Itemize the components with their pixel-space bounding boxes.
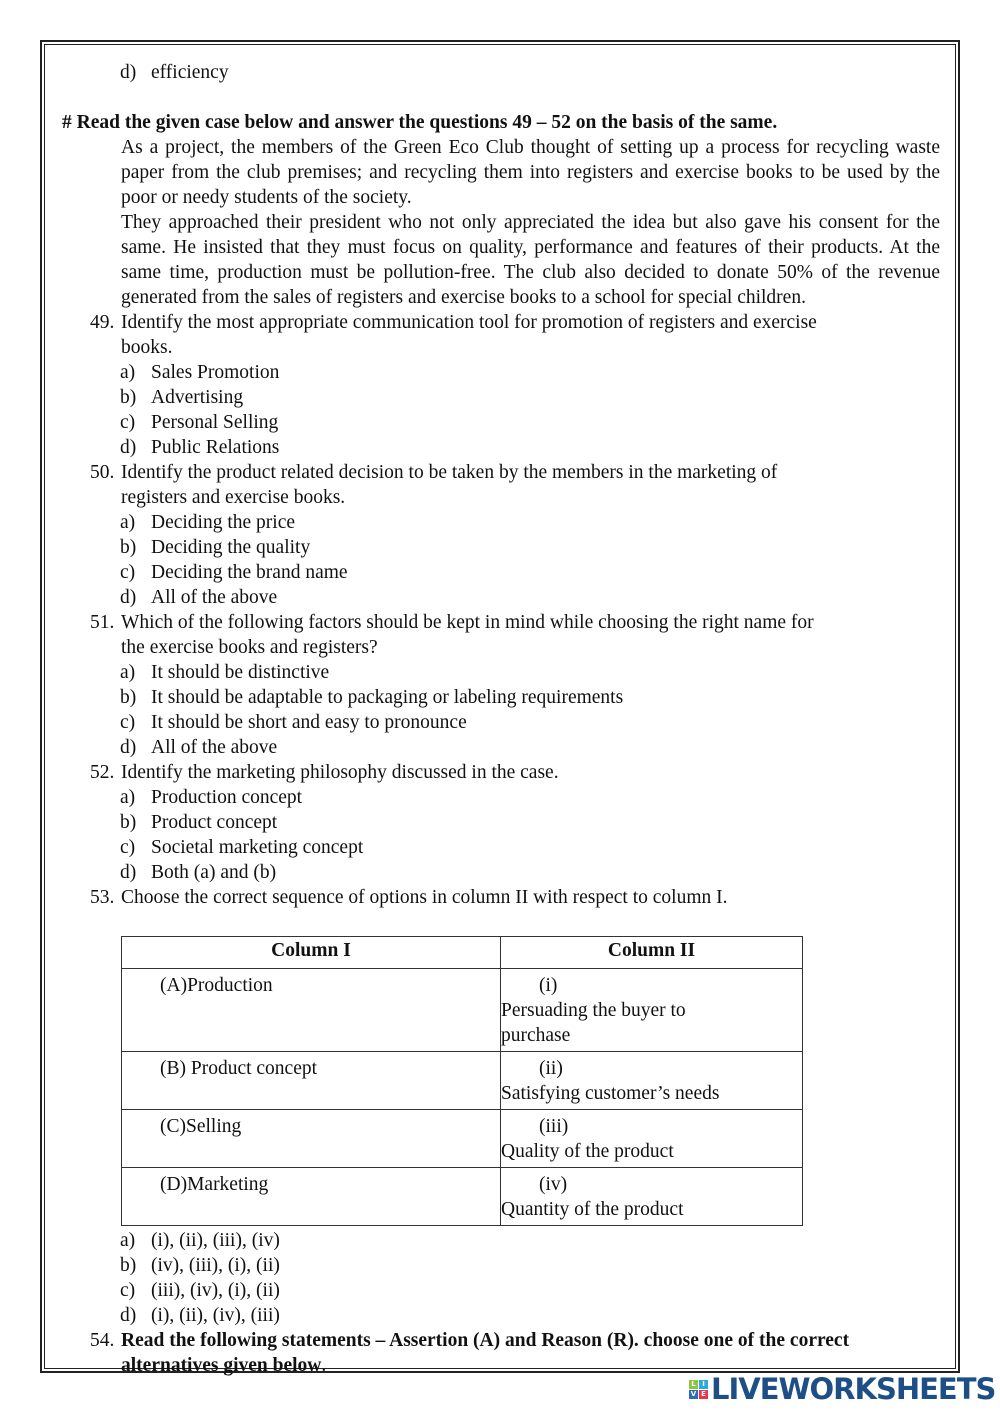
option-letter: b) — [120, 387, 137, 408]
option-text: It should be adaptable to packaging or labeling requirements — [151, 687, 624, 708]
column-header: Column I — [122, 937, 501, 969]
table-row — [122, 1168, 803, 1226]
question-text: Identify the most appropriate communication tool for promotion of registers and exercise — [121, 312, 817, 333]
option-text: All of the above — [151, 587, 278, 608]
logo-tile: L — [689, 1380, 698, 1389]
option-letter: c) — [120, 1280, 136, 1301]
answer-option[interactable] — [0, 685, 1000, 710]
column-2-cell — [501, 1168, 803, 1226]
question-line — [0, 760, 1000, 785]
question-text: Identify the product related decision to be taken by the members in the marketing of — [121, 462, 778, 483]
answer-option[interactable] — [0, 810, 1000, 835]
option-text: Advertising — [151, 387, 244, 408]
question-text-tail: . — [321, 1355, 327, 1376]
question-number: 49. — [90, 312, 115, 333]
option-letter: a) — [120, 512, 136, 533]
case-paragraph: They approached their president who not only appreciated the idea but also gave his consent for the same. He insisted that they must focus on quality, performance and features of their products. At the same time, production must be pollution-free. The club also decided to donate 50% of the revenue generated from the sales of registers and exercise books to a school for special children. — [121, 212, 940, 308]
option-text: Both (a) and (b) — [151, 862, 277, 883]
option-text: (i), (ii), (iii), (iv) — [151, 1230, 280, 1251]
option-text: All of the above — [151, 737, 278, 758]
column-2-text: Persuading the buyer to purchase — [501, 1000, 686, 1046]
question-text: the exercise books and registers? — [121, 637, 378, 658]
case-and-questions — [0, 60, 1000, 910]
q53-options-and-q54 — [0, 1228, 1000, 1378]
answer-option[interactable] — [0, 785, 1000, 810]
option-text: Production concept — [151, 787, 303, 808]
option-letter: b) — [120, 1255, 137, 1276]
logo-tile: E — [699, 1390, 708, 1399]
question-number: 52. — [90, 762, 115, 783]
option-text: Product concept — [151, 812, 278, 833]
question-text: Identify the marketing philosophy discussed in the case. — [121, 762, 559, 783]
option-text: Societal marketing concept — [151, 837, 364, 858]
option-text: efficiency — [151, 62, 229, 83]
answer-option[interactable] — [0, 1278, 1000, 1303]
option-letter: a) — [120, 662, 136, 683]
option-text: Personal Selling — [151, 412, 279, 433]
column-2-cell — [501, 1052, 803, 1110]
question-text: Which of the following factors should be kept in mind while choosing the right name for — [121, 612, 814, 633]
option-text: It should be distinctive — [151, 662, 330, 683]
option-letter: d) — [120, 587, 137, 608]
answer-option[interactable] — [0, 1253, 1000, 1278]
option-letter: b) — [120, 687, 137, 708]
answer-option[interactable] — [0, 535, 1000, 560]
logo-tile: I — [699, 1380, 708, 1389]
logo-text: LIVEWORKSHEETS — [711, 1372, 996, 1406]
liveworksheets-logo — [689, 1374, 995, 1404]
option-letter: c) — [120, 562, 136, 583]
table-row — [122, 1110, 803, 1168]
answer-option[interactable] — [0, 360, 1000, 385]
table-row — [122, 1052, 803, 1110]
roman-numeral: (iv) — [539, 1174, 568, 1195]
option-text: It should be short and easy to pronounce — [151, 712, 467, 733]
question-line — [0, 335, 1000, 360]
column-2-text: Quantity of the product — [501, 1199, 684, 1220]
option-letter: c) — [120, 412, 136, 433]
table-row — [122, 969, 803, 1052]
matching-table — [121, 936, 803, 1226]
option-letter: d) — [120, 862, 137, 883]
case-instruction: # Read the given case below and answer the questions 49 – 52 on the basis of the same. — [62, 112, 778, 133]
answer-option[interactable] — [0, 435, 1000, 460]
question-line — [0, 310, 1000, 335]
option-letter: d) — [120, 737, 137, 758]
worksheet-content — [0, 60, 1000, 1378]
column-2-text: Satisfying customer’s needs — [501, 1083, 720, 1104]
option-text: Public Relations — [151, 437, 280, 458]
logo-tiles-icon — [689, 1380, 708, 1399]
logo-tile: V — [690, 1389, 697, 1398]
column-2-cell — [501, 1110, 803, 1168]
column-2-cell — [501, 969, 803, 1052]
option-letter: b) — [120, 537, 137, 558]
option-text: Deciding the brand name — [151, 562, 348, 583]
answer-option[interactable] — [0, 710, 1000, 735]
option-text: Deciding the quality — [151, 537, 311, 558]
question-text: books. — [121, 337, 173, 358]
answer-option[interactable] — [0, 385, 1000, 410]
option-letter: d) — [120, 62, 137, 83]
option-letter: a) — [120, 1230, 136, 1251]
answer-option[interactable] — [0, 60, 1000, 85]
question-line — [0, 610, 1000, 635]
question-line — [0, 885, 1000, 910]
answer-option[interactable] — [0, 835, 1000, 860]
answer-option[interactable] — [0, 1228, 1000, 1253]
question-line — [0, 635, 1000, 660]
column-1-cell: (A)Production — [122, 969, 501, 1052]
answer-option[interactable] — [0, 560, 1000, 585]
answer-option[interactable] — [0, 510, 1000, 535]
answer-option[interactable] — [0, 1303, 1000, 1328]
option-text: (i), (ii), (iv), (iii) — [151, 1305, 280, 1326]
question-number: 54. — [90, 1330, 115, 1351]
option-letter: d) — [120, 1305, 137, 1326]
question-text — [121, 1328, 931, 1378]
question-number: 53. — [90, 887, 115, 908]
option-letter: c) — [120, 712, 136, 733]
blank-line — [0, 85, 1000, 110]
answer-option[interactable] — [0, 735, 1000, 760]
column-1-cell: (D)Marketing — [122, 1168, 501, 1226]
option-letter: c) — [120, 837, 136, 858]
question-text: Choose the correct sequence of options in column II with respect to column I. — [121, 887, 728, 908]
question-number: 51. — [90, 612, 115, 633]
option-text: (iii), (iv), (i), (ii) — [151, 1280, 280, 1301]
case-paragraph: As a project, the members of the Green Eco Club thought of setting up a process for recycling waste paper from the club premises; and recycling them into registers and exercise books to be used by the poor or needy students of the society. — [121, 137, 940, 208]
option-letter: d) — [120, 437, 137, 458]
question-54 — [0, 1328, 1000, 1378]
option-text: Sales Promotion — [151, 362, 280, 383]
option-letter: b) — [120, 812, 137, 833]
question-line — [0, 460, 1000, 485]
answer-option[interactable] — [0, 585, 1000, 610]
answer-option[interactable] — [0, 410, 1000, 435]
roman-numeral: (iii) — [539, 1116, 569, 1137]
column-2-text: Quality of the product — [501, 1141, 674, 1162]
question-number: 50. — [90, 462, 115, 483]
column-header: Column II — [501, 937, 803, 969]
option-text: (iv), (iii), (i), (ii) — [151, 1255, 280, 1276]
roman-numeral: (i) — [539, 975, 558, 996]
column-1-cell: (B) Product concept — [122, 1052, 501, 1110]
answer-option[interactable] — [0, 660, 1000, 685]
question-bold-text: Read the following statements – Assertion (A) and Reason (R). choose one of the correct alternatives given below — [121, 1330, 850, 1376]
option-letter: a) — [120, 787, 136, 808]
question-line — [0, 485, 1000, 510]
roman-numeral: (ii) — [539, 1058, 563, 1079]
column-1-cell: (C)Selling — [122, 1110, 501, 1168]
answer-option[interactable] — [0, 860, 1000, 885]
option-letter: a) — [120, 362, 136, 383]
question-text: registers and exercise books. — [121, 487, 346, 508]
option-text: Deciding the price — [151, 512, 296, 533]
